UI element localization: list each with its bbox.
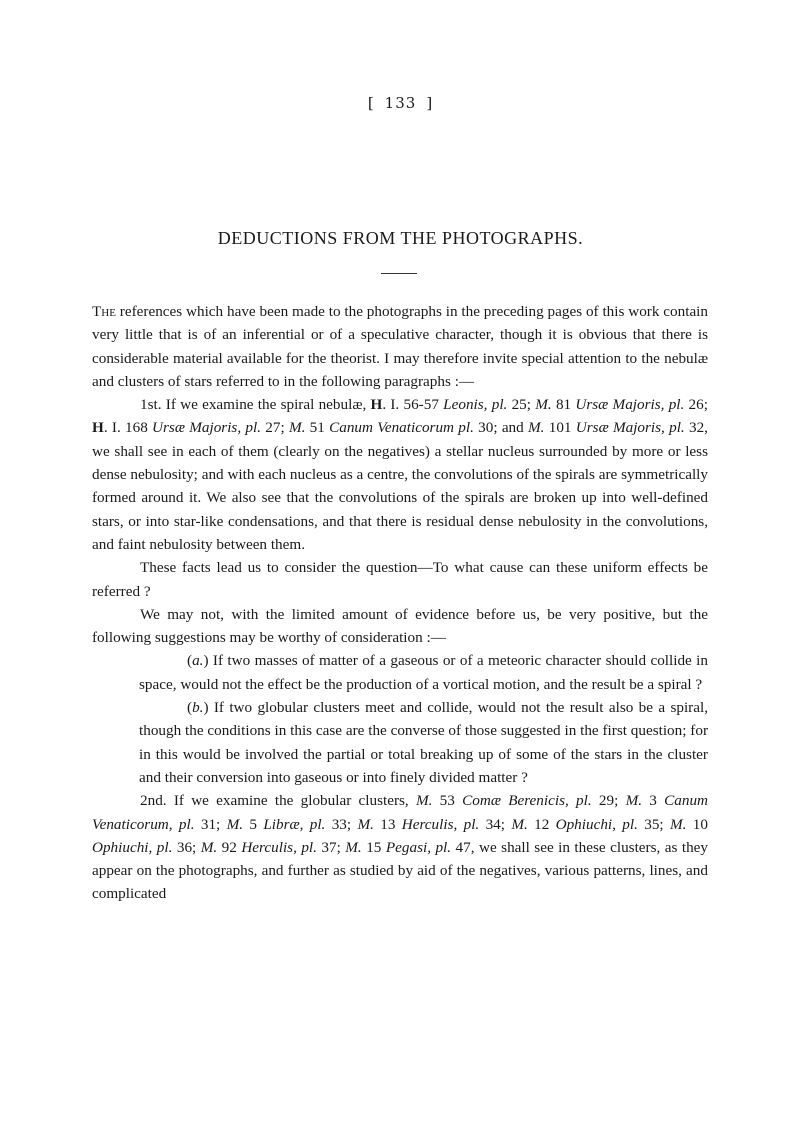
text-run: 13 (373, 815, 402, 833)
text-run: 101 (544, 419, 576, 437)
paragraph-second (92, 789, 708, 905)
text-run: 5 (243, 815, 264, 833)
paragraph-suggestions: We may not, with the limited amount of evidence before us, be very positive, but the following suggestions may be worthy of consideration :— (92, 605, 708, 647)
text-run: 15 (361, 838, 386, 856)
text-run: 2nd. If we examine the globular clusters, (140, 792, 416, 810)
italic-run: Leonis, pl. (443, 396, 508, 414)
text-run: 3 (642, 792, 665, 810)
italic-run: Ophiuchi, pl. (555, 815, 638, 833)
page-number-value: 133 (384, 94, 417, 112)
text-run: 12 (527, 815, 556, 833)
italic-run: Herculis, pl. (241, 838, 317, 856)
text-run: 81 (551, 396, 576, 414)
text-run: 30; and (473, 419, 529, 437)
text-run: 26; (684, 396, 708, 414)
paragraph-question: These facts lead us to consider the question—To what cause can these uniform effects be referred ? (92, 559, 708, 600)
italic-run: M. (345, 838, 362, 856)
text-run: 31; (194, 815, 227, 833)
suggestion-label: a. (192, 652, 204, 670)
italic-run: Ursæ Majoris, pl. (575, 396, 685, 414)
text-run: . I. 168 (103, 419, 153, 437)
page-title: DEDUCTIONS FROM THE PHOTOGRAPHS. (217, 228, 584, 248)
italic-run: M. (288, 419, 306, 437)
italic-run: Herculis, pl. (401, 815, 480, 833)
suggestion-text: If two globular clusters meet and collide, would not the result also be a spiral, though the conditions in this case are the converse of those suggested in the first question; for in this would be involved the partial or total breaking up of some of the stars in the cluster and their conversion into gaseous or into finely divided matter ? (139, 699, 708, 786)
text-run: 47, we shall see in these clusters, as they appear on the photographs, and further as studied by aid of the negatives, various patterns, lines, and complicated (92, 838, 709, 903)
text-run: 1st. If we examine the spiral nebulæ, (140, 396, 371, 414)
bracket-open: [ (367, 94, 375, 112)
intro-text: references which have been made to the photographs in the preceding pages of this work contain very little that is of an inferential or of a speculative character, though it is obvious that there is considerable material available for the theorist. I may therefore invite special attention to the nebulæ and clusters of stars referred to in the following paragraphs :— (92, 303, 708, 390)
page-number (0, 94, 801, 112)
italic-run: Ursæ Majoris, pl. (575, 419, 685, 437)
text-run: . I. 56-57 (382, 396, 444, 414)
text-run: 25; (507, 396, 536, 414)
text-run: 34; (479, 815, 512, 833)
italic-run: Canum Venaticorum pl. (329, 419, 474, 437)
suggestion-text: If two masses of matter of a gaseous or of a meteoric character should collide in space, would not the effect be the production of a vortical motion, and the result be a spiral ? (139, 652, 708, 693)
italic-run: M. (226, 815, 244, 833)
suggestion-b: (b.) If two globular clusters meet and collide, would not the result also be a spiral, though the conditions in this case are the converse of those suggested in the first question; for in this would be involved the partial or total breaking up of some of the stars in the cluster and their conversion into gaseous or into finely divided matter ? (139, 699, 708, 786)
text-run: 35; (637, 815, 670, 833)
text-run: 33; (325, 815, 358, 833)
italic-run: M. (511, 815, 528, 833)
text-run: 36; (172, 838, 201, 856)
italic-run: M. (200, 838, 218, 856)
italic-run: Ophiuchi, pl. (92, 838, 173, 856)
italic-run: M. (535, 396, 552, 414)
intro-paragraph (92, 300, 708, 393)
italic-run: Comæ Berenicis, pl. (462, 792, 592, 810)
italic-run: M. (528, 419, 545, 437)
italic-run: Libræ, pl. (263, 815, 326, 833)
italic-run: M. (625, 792, 643, 810)
text-run: 51 (305, 419, 330, 437)
italic-run: Ursæ Majoris, pl. (152, 419, 261, 437)
italic-run: M. (357, 815, 374, 833)
suggestion-a: (a.) If two masses of matter of a gaseous or of a meteoric character should collide in space, would not the effect be the production of a vortical motion, and the result be a spiral ? (139, 652, 708, 693)
suggestion-label: b. (192, 699, 204, 717)
bracket-close: ] (426, 94, 434, 112)
italic-run: M. (415, 792, 433, 810)
text-run: 32, we shall see in each of them (clearly on the negatives) a stellar nucleus surrounded by more or less dense nebulosity; and with each nucleus as a centre, the convolutions of the spirals are symmetrically formed around it. We also see that the convolutions of the spirals are broken up into well-defined stars, or into star-like condensations, and that there is residual dense nebulosity in the convolutions, and faint nebulosity between them. (92, 419, 708, 553)
text-run: 29; (591, 792, 626, 810)
italic-run: M. (669, 815, 687, 833)
herschel-symbol: H (92, 419, 104, 437)
text-run: 27; (261, 419, 289, 437)
herschel-symbol: H (370, 396, 383, 414)
italic-run: Pegasi, pl. (385, 838, 452, 856)
text-run: 37; (316, 838, 346, 856)
title-divider (381, 273, 417, 274)
body-text (92, 300, 708, 906)
text-run: 10 (686, 815, 708, 833)
italic-run: Canum Venaticorum, pl. (92, 792, 709, 833)
text-run: 53 (432, 792, 463, 810)
paragraph-first (92, 393, 708, 556)
text-run: 92 (217, 838, 242, 856)
intro-lead-word: The (92, 303, 116, 320)
